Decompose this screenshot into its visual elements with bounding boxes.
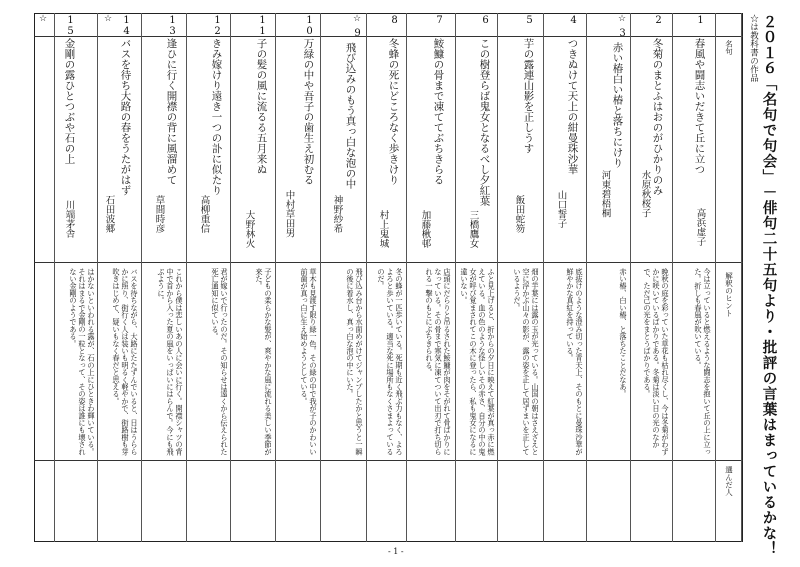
haiku-comment: 子どもの柔らかな髪が、爽やかな風に流れる美しい季節が来た。 [255,268,273,456]
haiku-text: この樹登らば鬼女となるべし夕紅葉 [478,38,491,206]
haiku-author: 村上鬼城 [377,210,389,248]
column-divider [543,13,544,542]
column-divider [672,13,673,542]
haiku-comment: 底抜けのような澄み切った青天上、そのもとに曼珠沙華が鮮やかな真紅を持っている。 [566,268,584,456]
haiku-text: 芋の露連山影を正しうす [522,38,535,154]
haiku-text: 鮟鱇の骨まで凍ててぶちきらる [432,38,445,185]
textbook-star-icon: ☆ [352,14,362,24]
column-divider [497,13,498,542]
column-divider [455,13,456,542]
haiku-comment: 赤い椿、白い椿、と落ちたことだなあ。 [619,268,628,398]
haiku-number: 2 [653,15,664,26]
haiku-text: 金剛の露ひとつぶや石の上 [63,38,76,164]
haiku-number: 7 [434,15,445,26]
haiku-author: 水原秋桜子 [639,170,651,218]
header-chosen-label: 選んだ人 [724,466,734,496]
header-name-label: 名句 [724,40,734,55]
column-divider [320,13,321,542]
haiku-number: 9 [352,28,363,39]
column-divider [275,13,276,542]
haiku-comment: 店頭にだらりと吊るされた鮟鱇が肉をそがれて骨ばかりになっている。その骨まで寒気に凍てついて出刃で打ち切られる一撃のもとにぶちきられる。 [425,268,452,456]
page-title: ２０１６「名句で句会」－俳句二十五句より・批評の言葉はまっているかな！ [760,14,778,557]
haiku-text: 万緑の中や吾子の歯生え初むる [302,38,315,185]
column-divider [186,13,187,542]
haiku-text: バスを待ち大路の春をうたがはず [119,38,132,196]
haiku-text: 春風や闘志いだきて丘に立つ [693,38,706,175]
column-divider [586,13,587,542]
haiku-comment: ふと見上げると、折からの夕日に映えて紅葉が真っ赤に燃えている。血の色のような怪しいその赤さ、自分の中の鬼女が呼び覚まされてこの木に登ったら、私も鬼女になるに違いない。 [460,268,496,456]
column-divider [141,13,142,542]
haiku-number: 8 [389,15,400,26]
haiku-author: 河東碧梧桐 [599,170,611,218]
haiku-author: 三橋鷹女 [467,210,479,248]
haiku-number: 14 [121,15,132,37]
haiku-author: 加藤楸邨 [419,210,431,248]
column-divider [230,13,231,542]
haiku-comment: 君が嫁いで行ったのだ。その知らせは遠くから伝えられた死亡通知に似ている。 [211,268,229,456]
haiku-author: 川端茅舎 [63,200,75,238]
haiku-comment: 草木も見渡す限り緑一色。その緑の中で我が子のかわいい前歯が真っ白に生え始めようとしている。 [300,268,318,456]
haiku-number: 15 [65,15,76,37]
column-divider [630,13,631,542]
haiku-comment: バスを待ちながら、大路にたたずんでいると、日はうららかに照り、街行く人は装いも明るく軽やかで、街路樹も芽吹きはじめて、疑いもなく春だと思える。 [112,268,139,456]
haiku-number: 11 [257,15,268,37]
haiku-text: きみ嫁けり遠き一つの訃に似たり [210,38,223,196]
column-divider [715,13,716,542]
haiku-comment: これから僕は恋しいあの人に会いに行く。開襟シャツの背中で首から入った夏の風をいっぱいにはらんで。今にも飛ぶように。 [157,268,184,456]
haiku-author: 草間時彦 [153,195,165,233]
haiku-author: 高浜虚子 [694,208,706,246]
haiku-comment: 飛び込み台から水面めがけてジャンプしたかと思うと一瞬の後に着水し、真っ白な泡の中にいた。 [346,268,364,456]
haiku-comment: 晩秋の庭を彩っていた草花も枯れ尽くし、今は冬菊がわずかに咲いているばかりである。冬菊は淡い日の光のなかで、ただ己の光をまとうばかりである。 [643,268,670,456]
haiku-comment: 冬の蜂が一匹歩いている。死期も近く飛ぶ力もなく、よろよろと歩いている。適当な死に場所もなくさまよっているのだ。 [377,268,404,456]
column-divider [54,13,55,542]
haiku-number: 6 [480,15,491,26]
haiku-author: 神野紗希 [331,195,343,233]
textbook-star-icon: ☆ [38,14,48,24]
haiku-text: 逢ひに行く開襟の背に風溜めて [165,38,178,185]
haiku-author: 石田波郷 [103,195,115,233]
haiku-number: 13 [167,15,178,37]
haiku-author: 大野林火 [243,210,255,248]
header-hint-label: 解釈のヒント [724,272,734,317]
haiku-author: 飯田蛇笏 [513,195,525,233]
haiku-text: 冬菊のまとふはおのがひかりのみ [651,38,664,196]
haiku-text: 赤い椿白い椿と落ちにけり [611,42,624,168]
haiku-text: 子の髪の風に流るる五月来ぬ [255,38,268,175]
textbook-star-icon: ☆ [617,14,627,24]
haiku-text: 飛び込みのもう真っ白な泡の中 [344,42,357,189]
haiku-number: 10 [304,15,315,37]
haiku-author: 中村草田男 [283,190,295,238]
haiku-number: 12 [212,15,223,37]
haiku-comment: はかないといわれる露が、石の上にひときわ輝いている。それはまるで金剛の一粒となって、その姿は誰にも壊されない金剛のようである。 [69,268,96,456]
haiku-author: 高柳重信 [198,195,210,233]
haiku-author: 山口誓子 [555,190,567,228]
haiku-text: つきぬけて天上の紺曼珠沙華 [566,38,579,175]
textbook-star-icon: ☆ [103,14,113,24]
haiku-comment: 畑の芋葉には露の玉が光っている。山国の朝はさえざえと空に浮かぶ山々の影が、露の姿を正して居ずまいを正しているようだ。 [513,268,540,456]
column-divider [406,13,407,542]
legend-note: ☆は教科書の作品 [748,14,759,82]
haiku-text: 冬蜂の死にどころなく歩きけり [387,38,400,185]
haiku-number: 4 [568,15,579,26]
haiku-number: 1 [695,15,706,26]
haiku-number: 3 [617,28,628,39]
haiku-comment: 今は立っていると燃えるような闘志を抱いて丘の上に立った。折しも春風が吹いている。 [694,268,712,456]
column-divider [741,13,742,542]
column-divider [97,13,98,542]
page-number: - 1 - [388,547,404,556]
column-divider [366,13,367,542]
haiku-number: 5 [524,15,535,26]
